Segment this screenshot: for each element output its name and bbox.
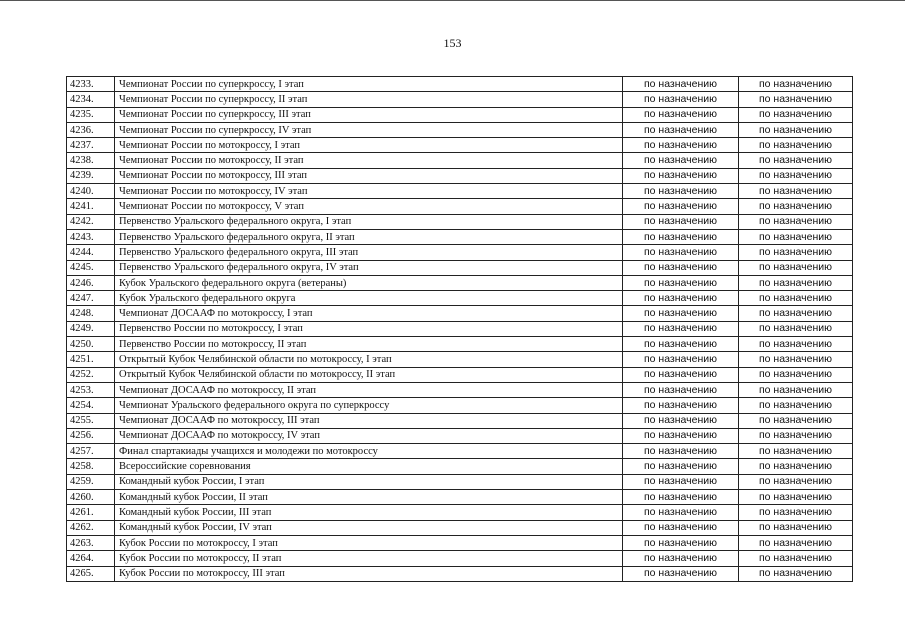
date-cell: по назначению [623,413,739,428]
date-cell: по назначению [623,306,739,321]
event-name: Чемпионат ДОСААФ по мотокроссу, II этап [115,382,623,397]
table-row [67,306,853,321]
top-rule [0,0,905,1]
table-row [67,398,853,413]
table-row [67,92,853,107]
table-row [67,122,853,137]
venue-cell: по назначению [739,245,853,260]
table-row [67,459,853,474]
row-number: 4261. [67,505,115,520]
table-row [67,107,853,122]
date-cell: по назначению [623,459,739,474]
row-number: 4234. [67,92,115,107]
venue-cell: по назначению [739,474,853,489]
events-table-body [67,77,853,582]
venue-cell: по назначению [739,428,853,443]
event-name: Первенство России по мотокроссу, I этап [115,321,623,336]
venue-cell: по назначению [739,413,853,428]
event-name: Финал спартакиады учащихся и молодежи по мотокроссу [115,444,623,459]
event-name: Кубок Уральского федерального округа [115,291,623,306]
date-cell: по назначению [623,367,739,382]
event-name: Чемпионат России по суперкроссу, III этап [115,107,623,122]
event-name: Командный кубок России, III этап [115,505,623,520]
table-row [67,367,853,382]
table-row [67,275,853,290]
venue-cell: по назначению [739,337,853,352]
venue-cell: по назначению [739,260,853,275]
table-row [67,245,853,260]
row-number: 4259. [67,474,115,489]
venue-cell: по назначению [739,398,853,413]
date-cell: по назначению [623,490,739,505]
event-name: Чемпионат России по суперкроссу, I этап [115,77,623,92]
event-name: Чемпионат ДОСААФ по мотокроссу, III этап [115,413,623,428]
date-cell: по назначению [623,138,739,153]
event-name: Чемпионат России по суперкроссу, II этап [115,92,623,107]
venue-cell: по назначению [739,153,853,168]
event-name: Кубок России по мотокроссу, II этап [115,551,623,566]
row-number: 4244. [67,245,115,260]
event-name: Чемпионат России по мотокроссу, IV этап [115,184,623,199]
row-number: 4249. [67,321,115,336]
row-number: 4236. [67,122,115,137]
row-number: 4241. [67,199,115,214]
event-name: Чемпионат ДОСААФ по мотокроссу, I этап [115,306,623,321]
date-cell: по назначению [623,505,739,520]
date-cell: по назначению [623,275,739,290]
venue-cell: по назначению [739,321,853,336]
venue-cell: по назначению [739,551,853,566]
event-name: Чемпионат России по мотокроссу, V этап [115,199,623,214]
event-name: Открытый Кубок Челябинской области по мотокроссу, I этап [115,352,623,367]
venue-cell: по назначению [739,199,853,214]
table-row [67,138,853,153]
venue-cell: по назначению [739,367,853,382]
date-cell: по назначению [623,199,739,214]
table-row [67,444,853,459]
date-cell: по назначению [623,382,739,397]
venue-cell: по назначению [739,505,853,520]
event-name: Чемпионат России по мотокроссу, I этап [115,138,623,153]
table-row [67,337,853,352]
table-row [67,184,853,199]
event-name: Кубок России по мотокроссу, I этап [115,535,623,550]
event-name: Первенство Уральского федерального округа, III этап [115,245,623,260]
table-row [67,291,853,306]
row-number: 4253. [67,382,115,397]
row-number: 4248. [67,306,115,321]
venue-cell: по назначению [739,459,853,474]
date-cell: по назначению [623,398,739,413]
date-cell: по назначению [623,184,739,199]
table-row [67,413,853,428]
table-row [67,535,853,550]
row-number: 4263. [67,535,115,550]
row-number: 4258. [67,459,115,474]
table-row [67,77,853,92]
venue-cell: по назначению [739,291,853,306]
date-cell: по назначению [623,428,739,443]
event-name: Всероссийские соревнования [115,459,623,474]
row-number: 4255. [67,413,115,428]
row-number: 4262. [67,520,115,535]
date-cell: по назначению [623,291,739,306]
table-row [67,214,853,229]
date-cell: по назначению [623,168,739,183]
venue-cell: по назначению [739,214,853,229]
event-name: Кубок России по мотокроссу, III этап [115,566,623,581]
row-number: 4246. [67,275,115,290]
venue-cell: по назначению [739,168,853,183]
row-number: 4243. [67,229,115,244]
table-row [67,382,853,397]
row-number: 4250. [67,337,115,352]
date-cell: по назначению [623,107,739,122]
date-cell: по назначению [623,337,739,352]
row-number: 4256. [67,428,115,443]
date-cell: по назначению [623,245,739,260]
row-number: 4247. [67,291,115,306]
row-number: 4240. [67,184,115,199]
table-row [67,428,853,443]
date-cell: по назначению [623,474,739,489]
event-name: Первенство Уральского федерального округа, I этап [115,214,623,229]
date-cell: по назначению [623,92,739,107]
venue-cell: по назначению [739,184,853,199]
venue-cell: по назначению [739,229,853,244]
table-row [67,505,853,520]
event-name: Чемпионат ДОСААФ по мотокроссу, IV этап [115,428,623,443]
table-row [67,566,853,581]
table-row [67,474,853,489]
row-number: 4245. [67,260,115,275]
event-name: Командный кубок России, II этап [115,490,623,505]
row-number: 4239. [67,168,115,183]
row-number: 4242. [67,214,115,229]
table-row [67,520,853,535]
date-cell: по назначению [623,77,739,92]
table-row [67,490,853,505]
venue-cell: по назначению [739,77,853,92]
event-name: Командный кубок России, IV этап [115,520,623,535]
venue-cell: по назначению [739,520,853,535]
row-number: 4260. [67,490,115,505]
table-row [67,199,853,214]
date-cell: по назначению [623,444,739,459]
venue-cell: по назначению [739,306,853,321]
venue-cell: по назначению [739,444,853,459]
row-number: 4251. [67,352,115,367]
row-number: 4265. [67,566,115,581]
event-name: Чемпионат России по мотокроссу, III этап [115,168,623,183]
date-cell: по назначению [623,229,739,244]
date-cell: по назначению [623,535,739,550]
date-cell: по назначению [623,566,739,581]
date-cell: по назначению [623,352,739,367]
row-number: 4238. [67,153,115,168]
date-cell: по назначению [623,153,739,168]
date-cell: по назначению [623,214,739,229]
row-number: 4264. [67,551,115,566]
table-row [67,229,853,244]
date-cell: по назначению [623,551,739,566]
table-row [67,153,853,168]
venue-cell: по назначению [739,138,853,153]
events-table [66,76,853,582]
date-cell: по назначению [623,520,739,535]
event-name: Первенство России по мотокроссу, II этап [115,337,623,352]
page-number: 153 [443,36,462,50]
event-name: Первенство Уральского федерального округа, IV этап [115,260,623,275]
event-name: Открытый Кубок Челябинской области по мотокроссу, II этап [115,367,623,382]
row-number: 4252. [67,367,115,382]
date-cell: по назначению [623,321,739,336]
table-row [67,168,853,183]
venue-cell: по назначению [739,107,853,122]
event-name: Чемпионат России по мотокроссу, II этап [115,153,623,168]
event-name: Командный кубок России, I этап [115,474,623,489]
row-number: 4254. [67,398,115,413]
venue-cell: по назначению [739,382,853,397]
venue-cell: по назначению [739,535,853,550]
venue-cell: по назначению [739,275,853,290]
row-number: 4233. [67,77,115,92]
event-name: Чемпионат России по суперкроссу, IV этап [115,122,623,137]
venue-cell: по назначению [739,92,853,107]
event-name: Чемпионат Уральского федерального округа по суперкроссу [115,398,623,413]
event-name: Первенство Уральского федерального округа, II этап [115,229,623,244]
table-row [67,551,853,566]
event-name: Кубок Уральского федерального округа (ветераны) [115,275,623,290]
row-number: 4237. [67,138,115,153]
table-row [67,321,853,336]
table-row [67,260,853,275]
date-cell: по назначению [623,122,739,137]
table-row [67,352,853,367]
venue-cell: по назначению [739,490,853,505]
venue-cell: по назначению [739,566,853,581]
row-number: 4235. [67,107,115,122]
date-cell: по назначению [623,260,739,275]
venue-cell: по назначению [739,352,853,367]
venue-cell: по назначению [739,122,853,137]
row-number: 4257. [67,444,115,459]
